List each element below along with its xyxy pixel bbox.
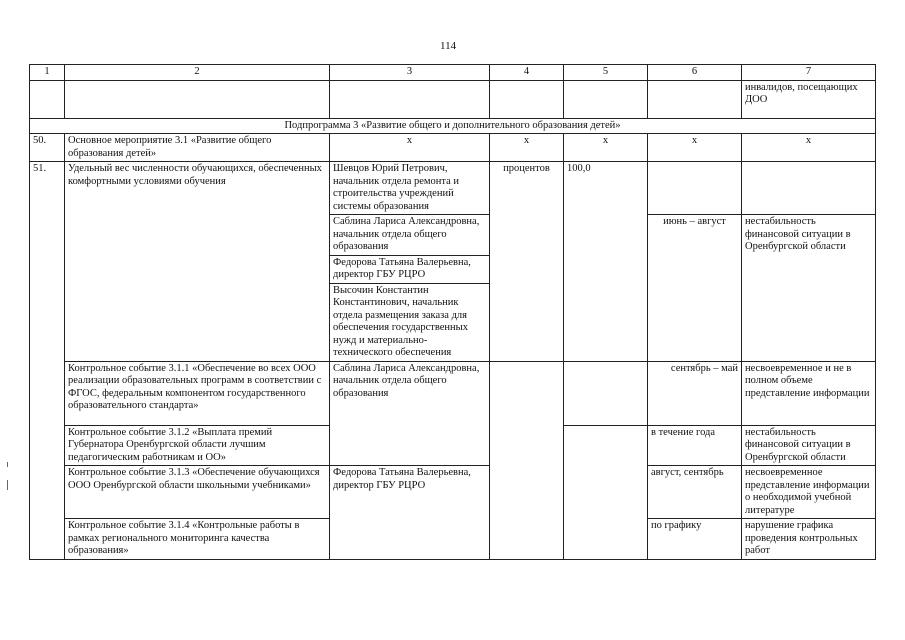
scan-mark [7,462,8,467]
event-row [30,361,876,425]
row-50-number: 50. [30,134,65,162]
header-col-3: 3 [330,65,490,81]
row-51-period: июнь – август [648,215,742,362]
event-3-period: август, сентябрь [648,466,742,519]
header-col-5: 5 [564,65,648,81]
row-50 [30,134,876,162]
row-51-responsible-2: Саблина Лариса Александровна, начальник отдела общего образования [330,215,490,256]
row-50-col3: х [330,134,490,162]
header-col-2: 2 [65,65,330,81]
row-51-name: Удельный вес численности обучающихся, обеспеченных комфортными условиями обучения [65,162,330,362]
event-4-name: Контрольное событие 3.1.4 «Контрольные работы в рамках регионального мониторинга качества образования» [65,519,330,560]
plan-table [29,64,876,560]
event-3-responsible: Федорова Татьяна Валерьевна, директор ГБУ РЦРО [330,466,490,560]
event-2-period: в течение года [648,425,742,466]
header-col-4: 4 [490,65,564,81]
row-51-responsible-3: Федорова Татьяна Валерьевна, директор ГБУ РЦРО [330,255,490,283]
row-50-name: Основное мероприятие 3.1 «Развитие общего образования детей» [65,134,330,162]
event-3-risk: несвоевременное представление информации о необходимой учебной литературе [742,466,876,519]
row-51-unit: процентов [490,162,564,362]
row-50-col7: х [742,134,876,162]
row-51-number: 51. [30,162,65,560]
row-51-risk: нестабильность финансовой ситуации в Оренбургской области [742,215,876,362]
header-col-7: 7 [742,65,876,81]
row-51-value: 100,0 [564,162,648,362]
row-50-col6: х [648,134,742,162]
header-row [30,65,876,81]
event-2-risk: нестабильность финансовой ситуации в Оренбургской области [742,425,876,466]
event-2-name: Контрольное событие 3.1.2 «Выплата премий Губернатора Оренбургской области лучшим педагогическим работникам и ОО» [65,425,330,466]
row-51-responsible-4: Высочин Константин Константинович, начальник отдела размещения заказа для обеспечения государственных нужд и материально-технического обеспечения [330,283,490,361]
row-51-a [30,162,876,215]
continuation-row [30,80,876,118]
scan-mark [7,480,8,490]
event-1-period: сентябрь – май [648,361,742,425]
event-4-period: по графику [648,519,742,560]
row-50-col5: х [564,134,648,162]
header-col-1: 1 [30,65,65,81]
event-1-risk: несвоевременное и не в полном объеме представление информации [742,361,876,425]
row-50-col4: х [490,134,564,162]
event-1-name: Контрольное событие 3.1.1 «Обеспечение во всех ООО реализации образовательных программ в соответствии с ФГОС, федеральным компонентом государственного образовательного стандарта» [65,361,330,425]
event-row [30,466,876,519]
header-col-6: 6 [648,65,742,81]
event-1-responsible: Саблина Лариса Александровна, начальник отдела общего образования [330,361,490,466]
subprogram-title: Подпрограмма 3 «Развитие общего и дополнительного образования детей» [30,118,876,134]
row-51-responsible-1: Шевцов Юрий Петрович, начальник отдела ремонта и строительства учреждений системы образования [330,162,490,215]
page-number: 114 [440,40,457,52]
continuation-col7: инвалидов, посещающих ДОО [742,80,876,118]
subprogram-row [30,118,876,134]
event-3-name: Контрольное событие 3.1.3 «Обеспечение обучающихся ООО Оренбургской области школьными учебниками» [65,466,330,519]
event-4-risk: нарушение графика проведения контрольных работ [742,519,876,560]
